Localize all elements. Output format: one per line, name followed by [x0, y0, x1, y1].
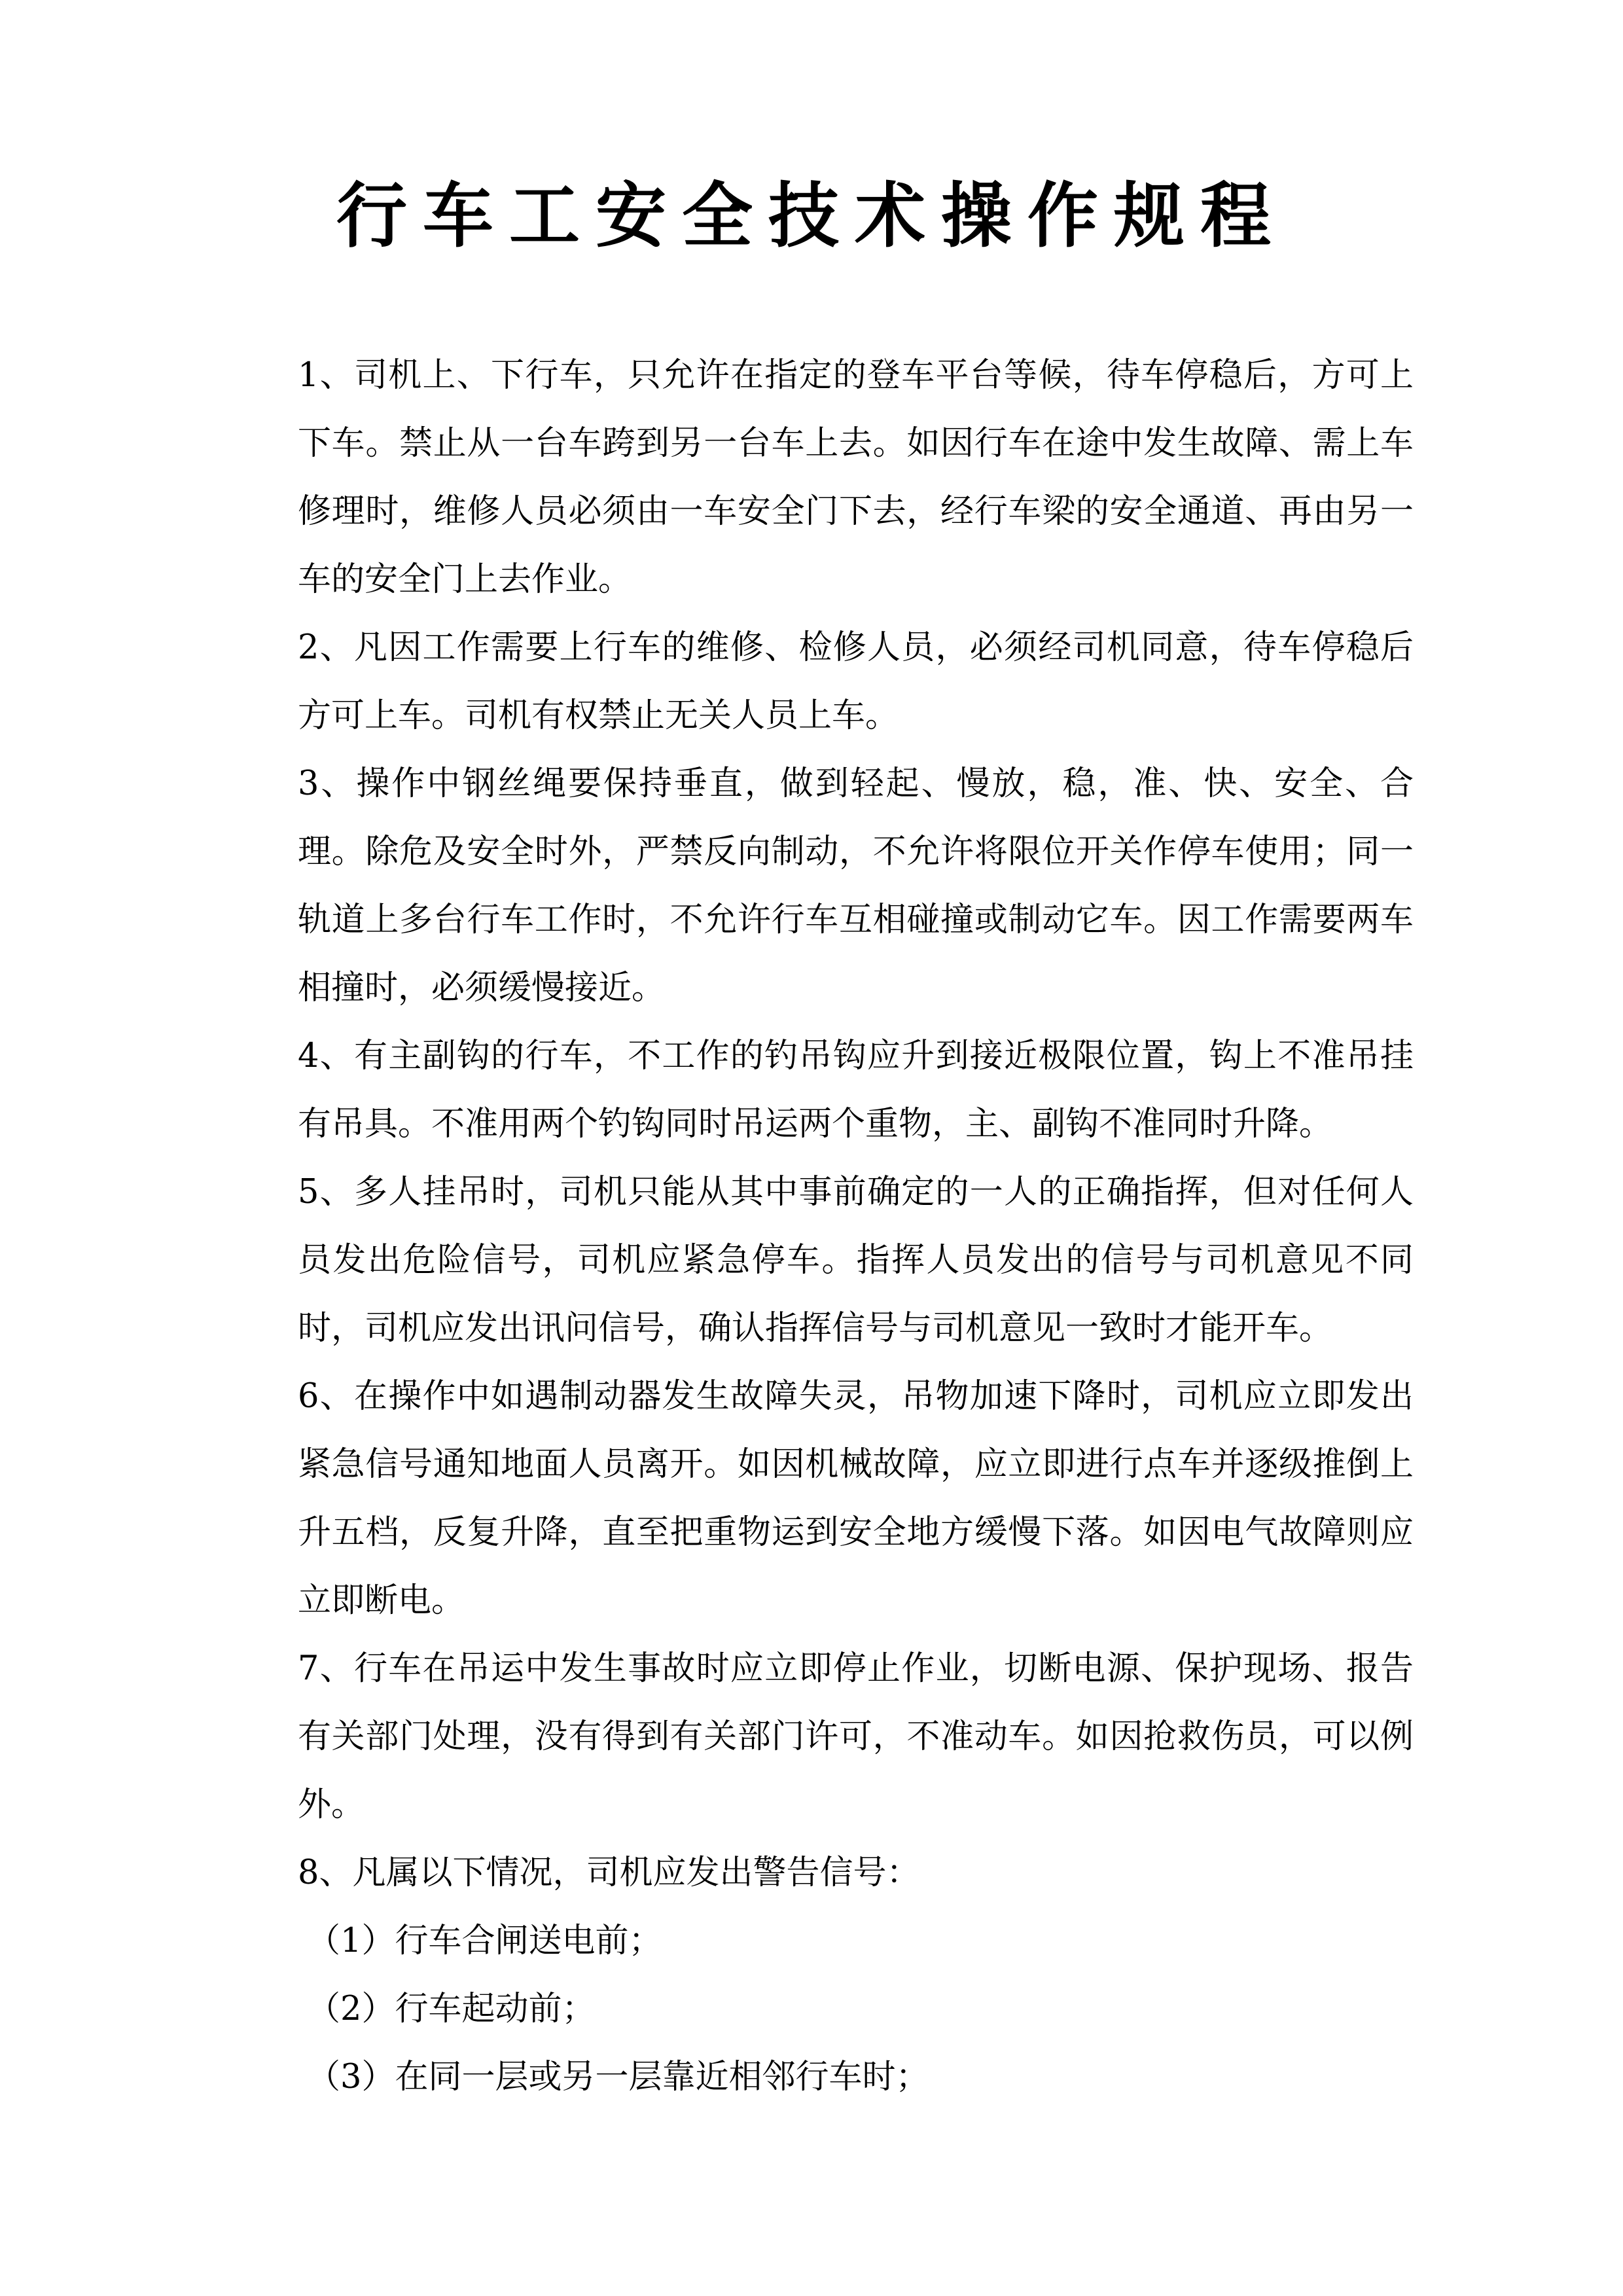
list-item-3: （3）在同一层或另一层靠近相邻行车时； — [307, 2058, 929, 2096]
paragraph-4: 4、有主副钩的行车，不工作的钓吊钩应升到接近极限位置，钩上不准吊挂有吊具。不准用两个钓钩同时吊运两个重物，主、副钩不准同时升降。 — [298, 1037, 1414, 1143]
paragraph-7: 7、行车在吊运中发生事故时应立即停止作业，切断电源、保护现场、报告有关部门处理，没有得到有关部门许可，不准动车。如因抢救伤员，可以例外。 — [298, 1649, 1414, 1824]
paragraph-2: 2、凡因工作需要上行车的维修、检修人员，必须经司机同意，待车停稳后方可上车。司机有权禁止无关人员上车。 — [298, 628, 1414, 735]
paragraph-8: 8、凡属以下情况，司机应发出警告信号： — [298, 1854, 920, 1892]
paragraph-6: 6、在操作中如遇制动器发生故障失灵，吊物加速下降时，司机应立即发出紧急信号通知地面人员离开。如因机械故障，应立即进行点车并逐级推倒上升五档，反复升降，直至把重物运到安全地方缓慢下落。如因电气故障则应立即断电。 — [298, 1377, 1414, 1620]
paragraph-5: 5、多人挂吊时，司机只能从其中事前确定的一人的正确指挥，但对任何人员发出危险信号，司机应紧急停车。指挥人员发出的信号与司机意见不同时，司机应发出讯问信号，确认指挥信号与司机意见一致时才能开车。 — [298, 1173, 1414, 1348]
paragraph-3: 3、操作中钢丝绳要保持垂直，做到轻起、慢放，稳，准、快、安全、合理。除危及安全时外，严禁反向制动，不允许将限位开关作停车使用；同一轨道上多台行车工作时，不允许行车互相碰撞或制动它车。因工作需要两车相撞时，必须缓慢接近。 — [298, 764, 1414, 1007]
document-title: 行车工安全技术操作规程 — [336, 175, 1287, 257]
paragraph-1: 1、司机上、下行车，只允许在指定的登车平台等候，待车停稳后，方可上下车。禁止从一台车跨到另一台车上去。如因行车在途中发生故障、需上车修理时，维修人员必须由一车安全门下去，经行车梁的安全通道、再由另一车的安全门上去作业。 — [298, 356, 1414, 599]
list-item-1: （1）行车合闸送电前； — [307, 1922, 662, 1960]
list-item-2: （2）行车起动前； — [307, 1990, 596, 2028]
